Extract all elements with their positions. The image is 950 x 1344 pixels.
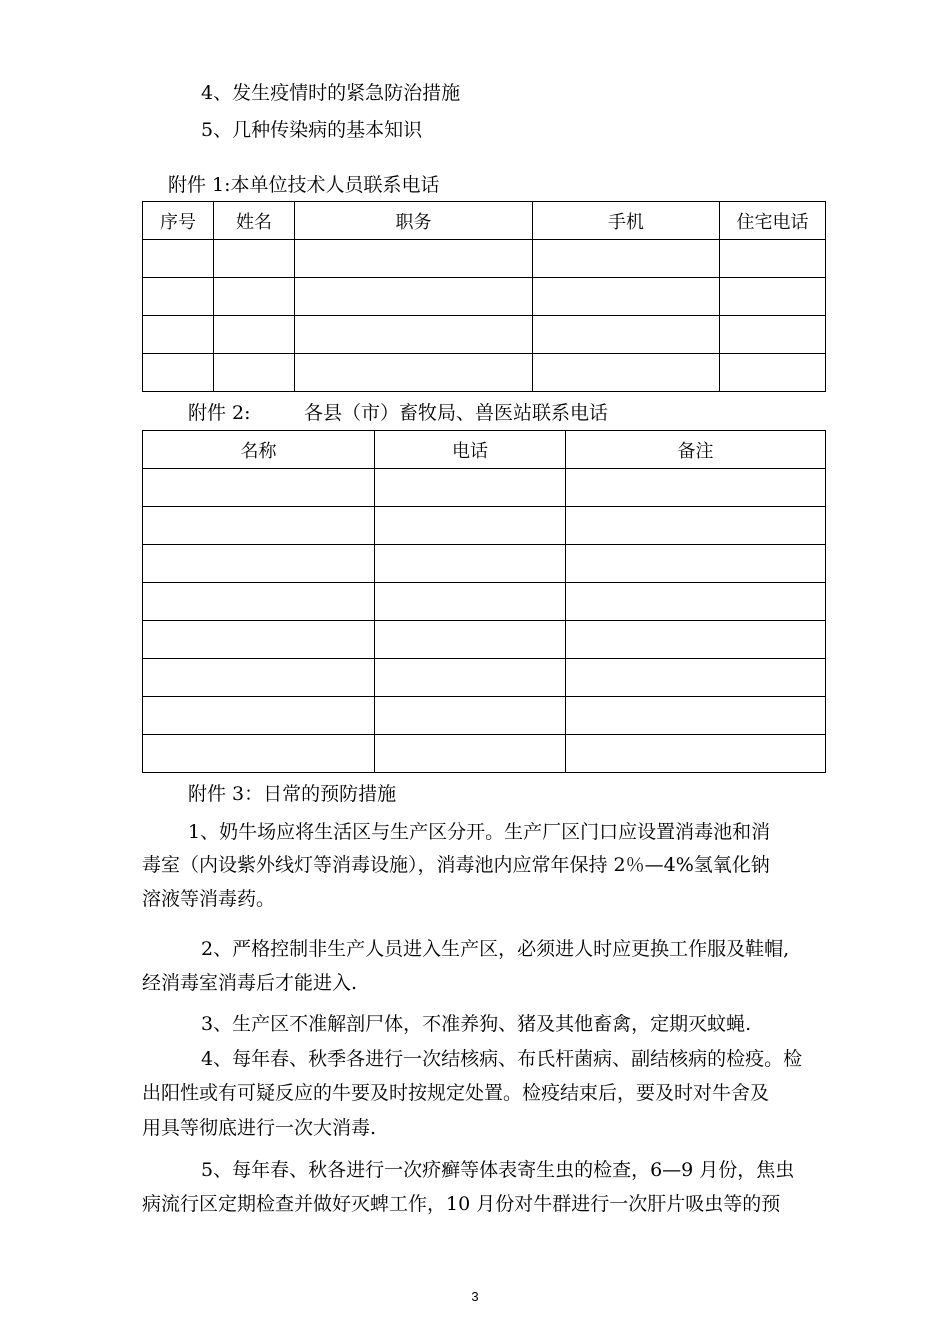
- table-cell: [295, 354, 533, 392]
- paragraph-line: 溶液等消毒药。: [142, 888, 276, 910]
- col-header-seq: 序号: [143, 202, 214, 240]
- col-header-position: 职务: [295, 202, 533, 240]
- table-cell: [143, 316, 214, 354]
- table-header-row: [143, 202, 826, 240]
- table-row: [143, 316, 826, 354]
- table-cell: [375, 545, 566, 583]
- table-cell: [720, 278, 826, 316]
- paragraph-line: 4、每年春、秋季各进行一次结核病、布氏杆菌病、副结核病的检疫。检: [201, 1048, 803, 1070]
- table-row: [143, 278, 826, 316]
- table-cell: [375, 697, 566, 735]
- table-cell: [214, 240, 295, 278]
- table-cell: [143, 469, 375, 507]
- table-row: [143, 240, 826, 278]
- table-cell: [295, 240, 533, 278]
- table-cell: [566, 621, 826, 659]
- annex1-contact-table: [142, 201, 826, 392]
- table-cell: [375, 507, 566, 545]
- table-cell: [533, 316, 720, 354]
- paragraph-line: 经消毒室消毒后才能进入.: [142, 972, 358, 994]
- table-cell: [143, 735, 375, 773]
- table-cell: [214, 278, 295, 316]
- col-header-name: 名称: [143, 431, 375, 469]
- table-cell: [214, 354, 295, 392]
- table-row: [143, 583, 826, 621]
- paragraph-line: 病流行区定期检查并做好灭蜱工作，10 月份对牛群进行一次肝片吸虫等的预: [142, 1193, 781, 1215]
- table-cell: [566, 469, 826, 507]
- table-row: [143, 735, 826, 773]
- table-cell: [143, 583, 375, 621]
- paragraph-line: 用具等彻底进行一次大消毒.: [142, 1117, 377, 1139]
- paragraph-line: 3、生产区不准解剖尸体，不准养狗、猪及其他畜禽，定期灭蚊蝇.: [201, 1013, 752, 1035]
- table-cell: [720, 316, 826, 354]
- table-cell: [720, 354, 826, 392]
- table-row: [143, 697, 826, 735]
- table-cell: [375, 735, 566, 773]
- col-header-name: 姓名: [214, 202, 295, 240]
- paragraph-line: 出阳性或有可疑反应的牛要及时按规定处置。检疫结束后，要及时对牛舍及: [142, 1082, 770, 1104]
- table-row: [143, 354, 826, 392]
- table-cell: [143, 621, 375, 659]
- paragraph-line: 5、每年春、秋各进行一次疥癣等体表寄生虫的检查，6—9 月份，焦虫: [201, 1159, 795, 1181]
- paragraph-line: 1、奶牛场应将生活区与生产区分开。生产厂区门口应设置消毒池和消: [188, 821, 771, 843]
- table-row: [143, 545, 826, 583]
- list-item-disease-knowledge: 5、几种传染病的基本知识: [201, 119, 423, 141]
- table-cell: [375, 583, 566, 621]
- list-item-emergency-measures: 4、发生疫情时的紧急防治措施: [201, 82, 461, 104]
- table-cell: [566, 659, 826, 697]
- table-row: [143, 621, 826, 659]
- table-cell: [566, 545, 826, 583]
- table-cell: [566, 507, 826, 545]
- annex3-title: 附件 3：日常的预防措施: [188, 783, 397, 805]
- table-cell: [143, 240, 214, 278]
- table-row: [143, 659, 826, 697]
- table-cell: [143, 507, 375, 545]
- table-cell: [375, 621, 566, 659]
- annex1-title: 附件 1:本单位技术人员联系电话: [168, 174, 440, 196]
- table-row: [143, 507, 826, 545]
- table-cell: [143, 278, 214, 316]
- table-cell: [566, 697, 826, 735]
- col-header-phone: 电话: [375, 431, 566, 469]
- table-cell: [375, 659, 566, 697]
- annex2-label: 附件 2:: [188, 402, 251, 424]
- table-cell: [295, 278, 533, 316]
- annex2-contact-table: [142, 430, 826, 773]
- table-cell: [566, 583, 826, 621]
- paragraph-line: 2、严格控制非生产人员进入生产区，必须进人时应更换工作服及鞋帽,: [201, 938, 790, 960]
- table-cell: [143, 354, 214, 392]
- table-cell: [566, 735, 826, 773]
- table-cell: [375, 469, 566, 507]
- table-cell: [533, 354, 720, 392]
- annex2-title: 各县（市）畜牧局、兽医站联系电话: [304, 402, 609, 424]
- table-cell: [143, 545, 375, 583]
- table-header-row: [143, 431, 826, 469]
- table-cell: [143, 697, 375, 735]
- table-cell: [533, 240, 720, 278]
- table-cell: [720, 240, 826, 278]
- paragraph-line: 毒室（内设紫外线灯等消毒设施），消毒池内应常年保持 2％—4%氢氧化钠: [142, 854, 770, 876]
- table-row: [143, 469, 826, 507]
- table-cell: [214, 316, 295, 354]
- table-cell: [533, 278, 720, 316]
- col-header-remarks: 备注: [566, 431, 826, 469]
- page-number: 3: [471, 1289, 479, 1304]
- table-cell: [295, 316, 533, 354]
- col-header-home-phone: 住宅电话: [720, 202, 826, 240]
- col-header-mobile: 手机: [533, 202, 720, 240]
- table-cell: [143, 659, 375, 697]
